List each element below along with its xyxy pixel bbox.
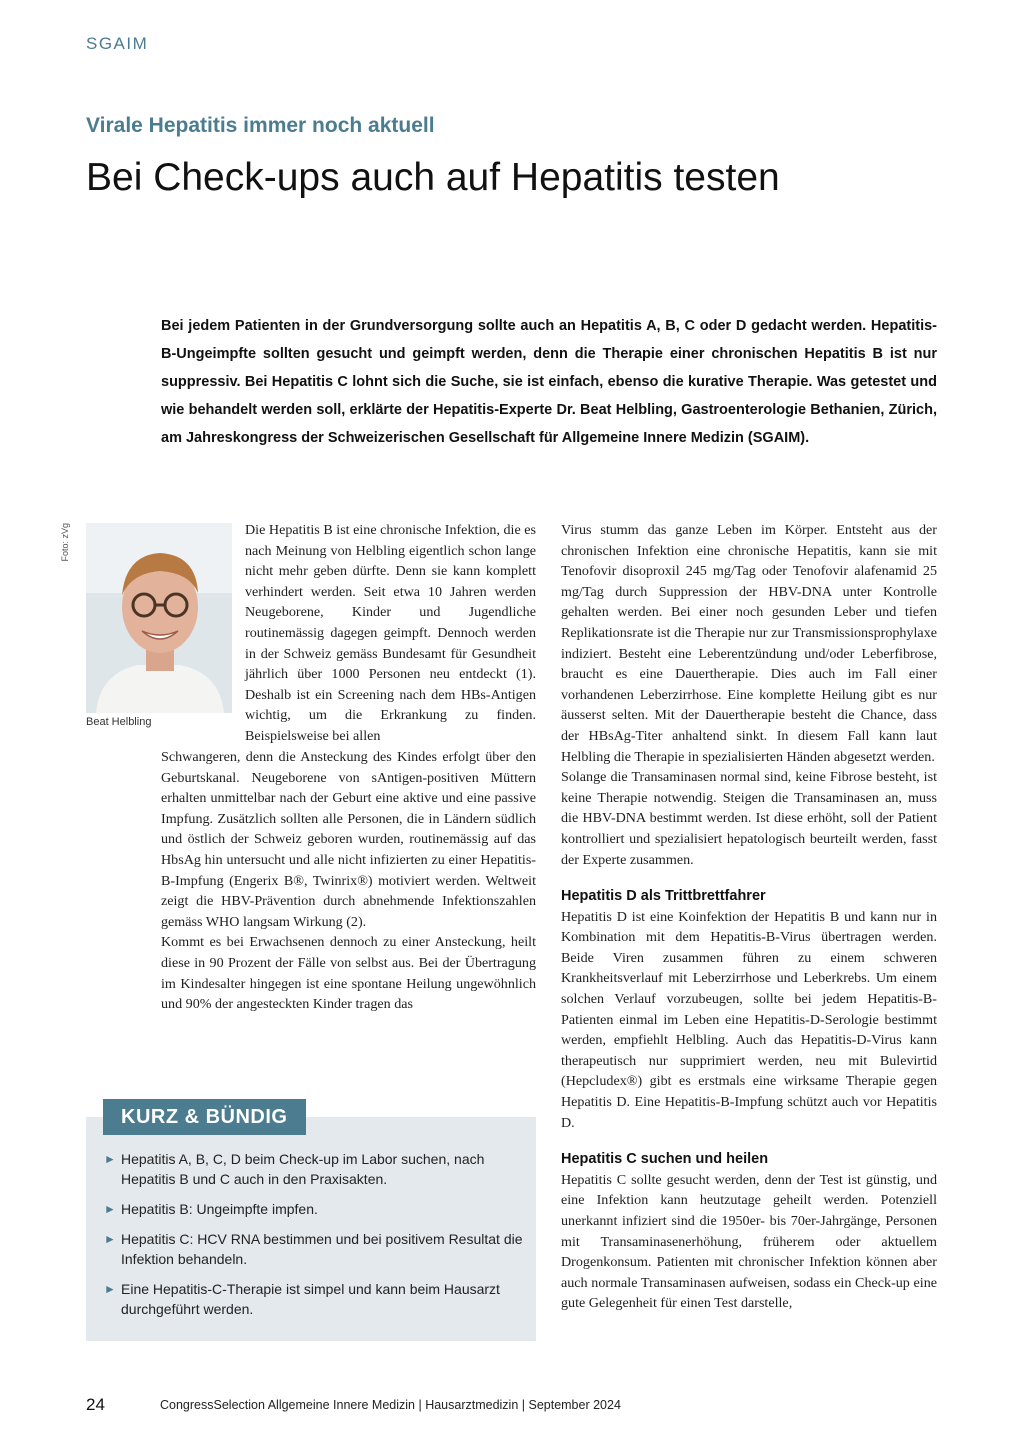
summary-item-text: Hepatitis B: Ungeimpfte impfen. (121, 1201, 318, 1217)
arrow-right-icon: ► (104, 1152, 116, 1166)
body-paragraph: Schwangeren, denn die Ansteckung des Kindes erfolgt über den Geburtskanal. Neugeborene von sAntigen-positiven Müttern erhalten unmittelbar nach der Geburt eine aktive und eine passive Impfung. Zusätzlich sollten alle Personen, die in Ländern südlich und östlich der Schweiz geboren wurden, routinemässig auf das HbsAg hin untersucht und alle nicht infizierten zu einer Hepatitis-B-Impfung (Engerix B®, Twinrix®) motiviert werden. Weltweit zeigt die HBV-Prävention durch abnehmende Infektionszahlen gemäss WHO langsam Wirkung (2). (161, 749, 536, 930)
photo-credit: Foto: zVg (60, 523, 70, 562)
subheading-hepatitis-d: Hepatitis D als Trittbrettfahrer (561, 888, 766, 905)
body-paragraph: Kommt es bei Erwachsenen dennoch zu einer Ansteckung, heilt diese in 90 Prozent der Fälle von selbst aus. Bei der Übertragung im Kindesalter hingegen ist eine spontane Heilung ungewöhnlich und 90% der angesteckten Kinder tragen das (161, 934, 536, 1013)
body-paragraph: Die Hepatitis B ist eine chronische Infektion, die es nach Meinung von Helbling eigentlich schon lange nicht mehr geben dürfte. Denn sie kann komplett verhindert werden. Seit etwa 10 Jahren werden Neugeborene, Kinder und Jugendliche routinemässig dagegen geimpft. Dennoch werden in der Schweiz gemäss Bundesamt für Gesundheit jährlich über 1000 Personen neu entdeckt (1). Deshalb ist ein Screening nach dem HBs-Antigen wichtig, um die Erkrankung zu finden. Beispielsweise bei allen (245, 522, 536, 744)
author-photo (86, 523, 232, 713)
summary-list (104, 1149, 524, 1329)
body-column-2 (561, 520, 937, 1314)
arrow-right-icon: ► (104, 1232, 116, 1246)
subheading-hepatitis-c: Hepatitis C suchen und heilen (561, 1151, 769, 1168)
photo-caption: Beat Helbling (86, 716, 152, 728)
footer-publication: CongressSelection Allgemeine Innere Medizin | Hausarztmedizin | September 2024 (160, 1398, 621, 1412)
article-title: Bei Check-ups auch auf Hepatitis testen (86, 156, 780, 199)
arrow-right-icon: ► (104, 1202, 116, 1216)
summary-item (104, 1229, 524, 1269)
summary-item (104, 1149, 524, 1189)
page-number: 24 (86, 1395, 105, 1414)
summary-item-text: Hepatitis C: HCV RNA bestimmen und bei positivem Resultat die Infektion behandeln. (121, 1231, 523, 1267)
summary-item (104, 1279, 524, 1319)
arrow-right-icon: ► (104, 1282, 116, 1296)
summary-item-text: Hepatitis A, B, C, D beim Check-up im Labor suchen, nach Hepatitis B und C auch in den Praxisakten. (121, 1151, 485, 1187)
section-label: SGAIM (86, 34, 149, 53)
body-paragraph: Solange die Transaminasen normal sind, keine Fibrose besteht, ist keine Therapie notwendig. Steigen die Transaminasen an, muss die HBV-DNA bestimmt werden. Ist diese erhöht, soll der Patient kontrolliert und spezialisiert hepatologisch beurteilt werden, fasst der Experte zusammen. (561, 769, 937, 868)
body-paragraph: Hepatitis C sollte gesucht werden, denn der Test ist günstig, und eine Infektion kann heutzutage geheilt werden. Potenziell unerkannt infiziert sind die 1950er- bis 70er-Jahrgänge, Personen mit Transaminasenerhöhung, früherem oder aktuellem Drogenkonsum. Patienten mit chronischer Infektion können aber auch normale Transaminasen aufweisen, sodass ein Check-up eine gute Gelegenheit für einen Test darstelle, (561, 1171, 937, 1312)
article-lead: Bei jedem Patienten in der Grundversorgung sollte auch an Hepatitis A, B, C oder D gedacht werden. Hepatitis-B-Ungeimpfte sollten gesucht und geimpft werden, denn die Therapie einer chronischen Hepatitis B ist nur suppressiv. Bei Hepatitis C lohnt sich die Suche, sie ist einfach, ebenso die kurative Therapie. Was getestet und wie behandelt werden soll, erklärte der Hepatitis-Experte Dr. Beat Helbling, Gastroenterologie Bethanien, Zürich, am Jahreskongress der Schweizerischen Gesellschaft für Allgemeine Innere Medizin (SGAIM). (161, 318, 937, 446)
article-kicker: Virale Hepatitis immer noch aktuell (86, 114, 435, 137)
body-paragraph: Virus stumm das ganze Leben im Körper. Entsteht aus der chronischen Infektion eine chronische Hepatitis, kann sie mit Tenofovir disoproxil 245 mg/Tag oder Tenofovir alafenamid 25 mg/Tag durch Suppression der HBV-DNA unter Kontrolle gehalten werden. Bei einer noch gesunden Leber und tiefen Replikationsrate ist die Therapie nur zur Transmissionsprophylaxe indiziert. Besteht eine Leberentzündung und/oder Leberfibrose, braucht es eine Dauertherapie. Dies auch im Fall einer vorhandenen Leberzirrhose. Eine komplette Heilung gibt es nur äusserst selten. Mit der Dauertherapie besteht die Chance, dass der HBsAg-Titer anhaltend sinkt. In diesem Fall kann laut Helbling die Therapie in spezialisierten Händen abgesetzt werden. (561, 522, 937, 765)
portrait-image (86, 523, 232, 713)
summary-box-title: KURZ & BÜNDIG (103, 1099, 306, 1135)
body-column-1 (161, 747, 536, 1015)
body-paragraph: Hepatitis D ist eine Koinfektion der Hepatitis B und kann nur in Kombination mit dem Hepatitis-B-Virus übertragen werden. Beide Viren zusammen führen zu einem schweren Krankheitsverlauf mit Leberzirrhose und Leberkrebs. Um einem solchen Verlauf vorzubeugen, sollte bei jedem Hepatitis-B-Patienten einmal im Leben eine Hepatitis-D-Serologie bestimmt werden, empfiehlt Helbling. Auch das Hepatitis-D-Virus kann therapeutisch nur supprimiert werden, neu mit Bulevirtid (Hepcludex®) gibt es erstmals eine wirksame Therapie gegen Hepatitis D. Eine Hepatitis-B-Impfung schützt auch vor Hepatitis D. (561, 908, 937, 1131)
summary-item (104, 1199, 524, 1219)
body-column-1-top (245, 520, 536, 747)
summary-item-text: Eine Hepatitis-C-Therapie ist simpel und kann beim Hausarzt durchgeführt werden. (121, 1281, 500, 1317)
